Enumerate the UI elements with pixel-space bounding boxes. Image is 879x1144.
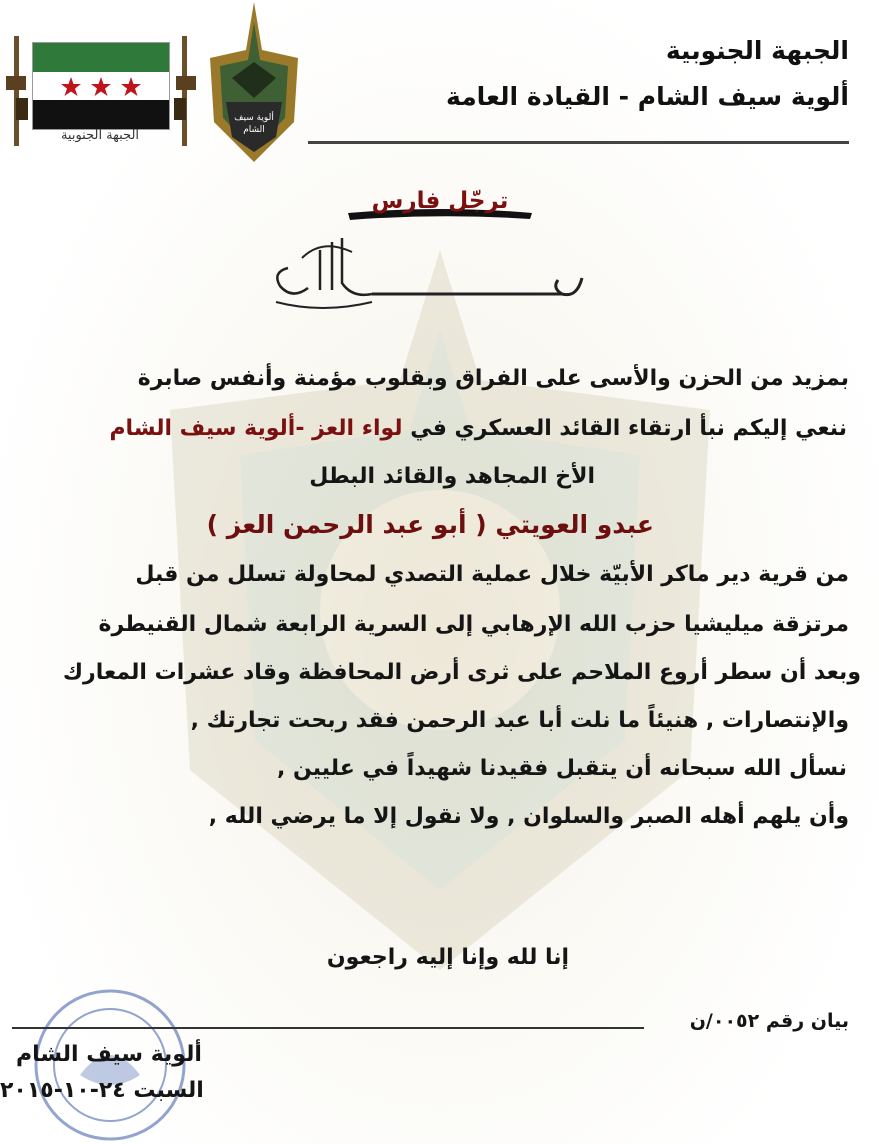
statement-number: بيان رقم ٠٠٥٢/ن bbox=[689, 1010, 849, 1032]
body-line-1: بمزيد من الحزن والأسى على الفراق وبقلوب مؤمنة وأنفس صابرة bbox=[137, 366, 849, 391]
signature-date: السبت ٢٤-١٠-٢٠١٥ bbox=[0, 1078, 204, 1103]
syrian-revolution-flag bbox=[32, 42, 170, 130]
flag-logo bbox=[0, 28, 200, 158]
body-line-10: وأن يلهم أهله الصبر والسلوان , ولا نقول إلا ما يرضي الله , bbox=[208, 804, 849, 829]
body-line-7: وبعد أن سطر أروع الملاحم على ثرى أرض المحافظة وقاد عشرات المعارك bbox=[62, 660, 861, 685]
header-command-name: ألوية سيف الشام - القيادة العامة bbox=[446, 82, 849, 111]
body-line-6: مرتزقة ميليشيا حزب الله الإرهابي إلى السرية الرابعة شمال القنيطرة bbox=[98, 612, 849, 637]
emblem-caption: ألوية سيف الشام bbox=[234, 113, 274, 135]
flag-stars-icon bbox=[33, 72, 169, 100]
closing-verse: إنا لله وإنا إليه راجعون bbox=[326, 945, 570, 970]
body-line-2-text: ننعي إليكم نبأ ارتقاء القائد العسكري في bbox=[402, 416, 847, 441]
signature-org: ألوية سيف الشام bbox=[16, 1042, 202, 1067]
martyr-name: عبدو العويتي ( أبو عبد الرحمن العز ) bbox=[206, 510, 654, 539]
header-divider bbox=[308, 141, 849, 144]
body-line-3: الأخ المجاهد والقائد البطل bbox=[309, 464, 595, 489]
body-line-9: نسأل الله سبحانه أن يتقبل فقيدنا شهيداً في عليين , bbox=[276, 756, 847, 781]
brigade-shield-icon bbox=[206, 2, 302, 164]
body-line-8: والإنتصارات , هنيئاً ما نلت أبا عبد الرحمن فقد ربحت تجارتك , bbox=[190, 708, 849, 733]
header-front-name: الجبهة الجنوبية bbox=[665, 36, 849, 65]
basmala-calligraphy bbox=[262, 228, 592, 318]
brigade-highlight: لواء العز -ألوية سيف الشام bbox=[109, 416, 403, 441]
rifle-left-icon bbox=[2, 36, 32, 146]
title-banner bbox=[340, 183, 540, 223]
body-line-2 bbox=[109, 416, 847, 441]
flag-caption: الجبهة الجنوبية bbox=[60, 128, 140, 143]
statement-divider bbox=[12, 1027, 644, 1029]
body-line-5: من قرية دير ماكر الأبيّة خلال عملية التصدي لمحاولة تسلل من قبل bbox=[135, 562, 849, 587]
watermark-emblem-icon bbox=[150, 250, 730, 970]
rifle-right-icon bbox=[170, 36, 200, 146]
page-title: ترجّل فارس bbox=[371, 188, 509, 214]
